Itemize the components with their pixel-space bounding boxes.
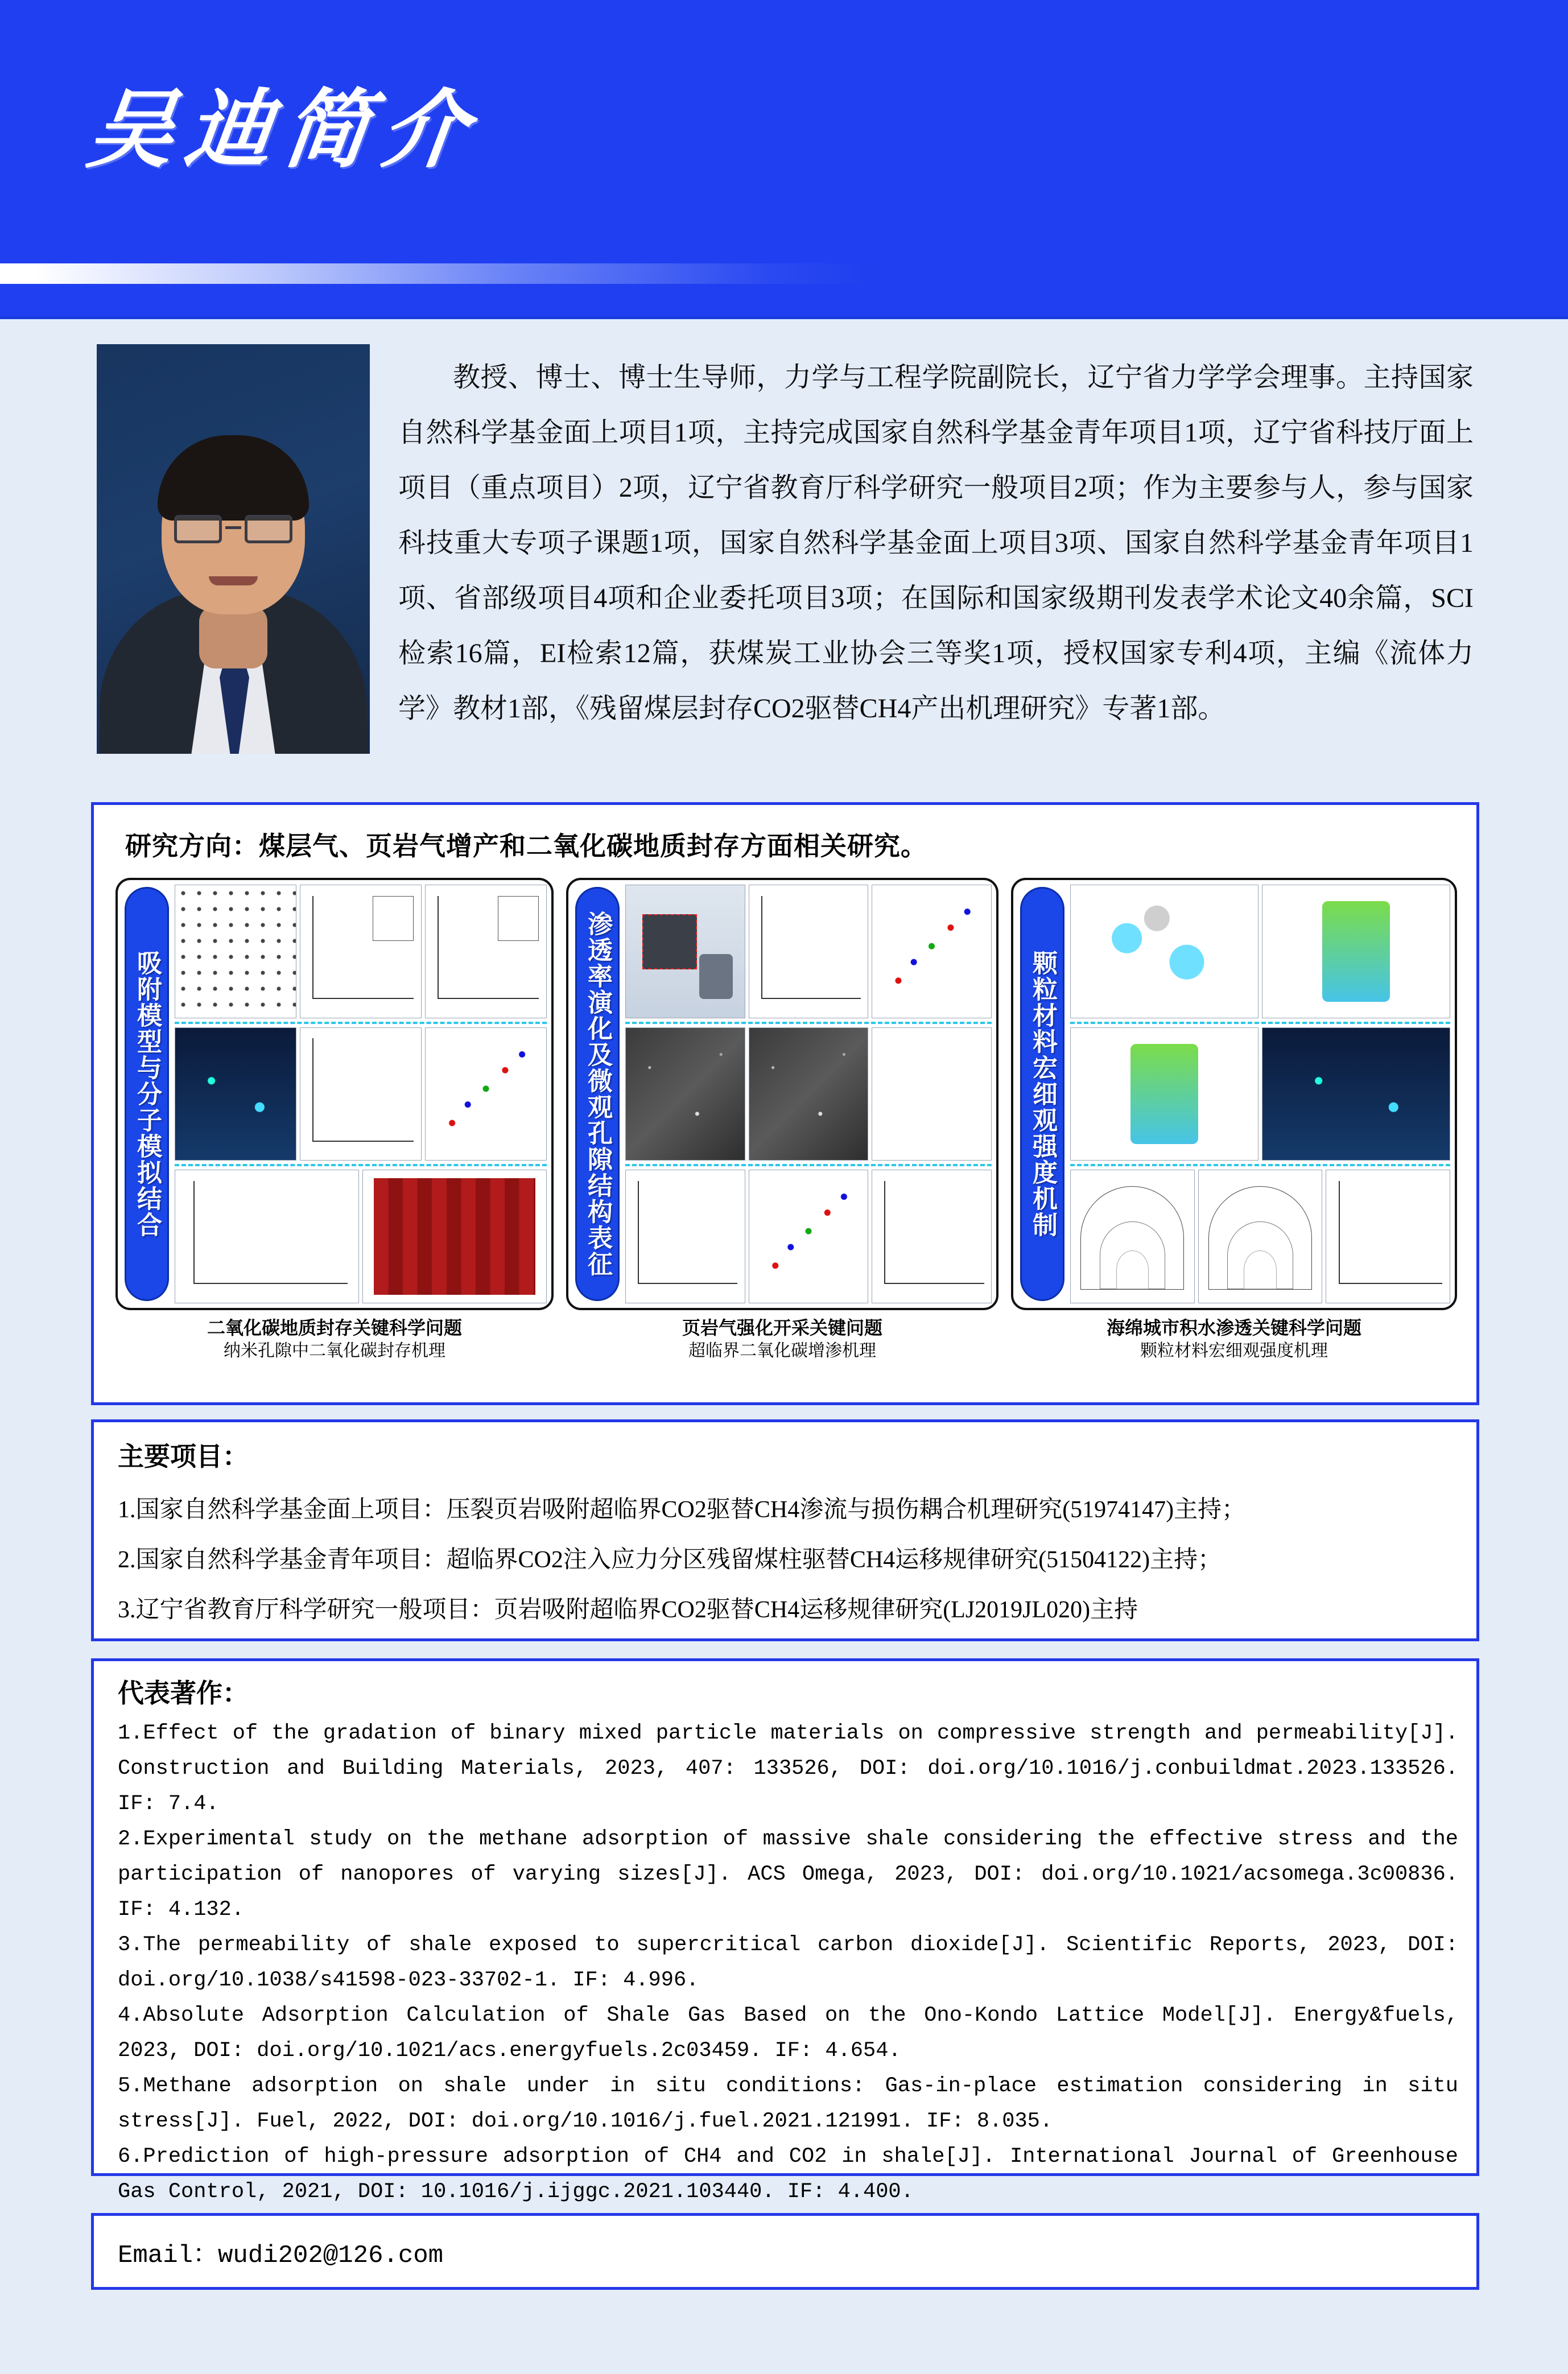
portrait-photo (97, 344, 370, 754)
figure-polar-strength-plot (1070, 1170, 1195, 1303)
research-directions-box (91, 802, 1479, 1405)
figure-log-log-fit (749, 1170, 869, 1303)
caption-secondary: 纳米孔隙中二氧化碳封存机理 (224, 1341, 445, 1360)
research-panels (115, 878, 1458, 1310)
publication-item: 5.Methane adsorption on shale under in situ conditions: Gas-in-place estimation considering in situ stress[J]. Fuel, 2022, DOI: doi.org/10.1016/j.fuel.2021.121991. IF: 8.035. (118, 2074, 1458, 2133)
research-panel-2 (566, 878, 998, 1310)
research-panel-captions (115, 1316, 1458, 1363)
project-item: 1.国家自然科学基金面上项目：压裂页岩吸附超临界CO2驱替CH4渗流与损伤耦合机理研究(51974147)主持； (118, 1497, 1246, 1523)
figure-row (1070, 1022, 1450, 1161)
figure-row (625, 1164, 992, 1303)
publication-item: 4.Absolute Adsorption Calculation of Shale Gas Based on the Ono-Kondo Lattice Model[J]. Energy&fuels, 2023, DOI: doi.org/10.1021/acs.energyfuels.2c03459. IF: 4.654. (118, 2004, 1458, 2063)
figure-crack-distribution (1262, 1027, 1450, 1161)
banner-bottom-line (0, 316, 1568, 319)
figure-element-stacked-bars (872, 1027, 992, 1161)
figure-row (1070, 885, 1450, 1018)
portrait-mouth (209, 576, 258, 585)
caption-secondary: 颗粒材料宏细观强度机理 (1140, 1341, 1328, 1360)
figure-fitted-line (872, 885, 992, 1018)
project-item: 2.国家自然科学基金青年项目：超临界CO2注入应力分区残留煤柱驱替CH4运移规律研究(51504122)主持； (118, 1547, 1222, 1573)
figure-molecular-simulation-box (175, 1027, 296, 1161)
figure-row (625, 1022, 992, 1161)
bio-section (0, 321, 1568, 788)
figure-row (1070, 1164, 1450, 1303)
figure-sem-untreated (625, 1027, 745, 1161)
contact-email-box (91, 2213, 1479, 2290)
figure-row (175, 885, 547, 1018)
figure-permeability-injection-pressure (625, 1170, 745, 1303)
figure-heatmap-matrix (362, 1170, 547, 1303)
figure-row (175, 1022, 547, 1161)
banner-gradient-rule (0, 263, 876, 284)
research-panel-3 (1011, 878, 1457, 1310)
figure-strength-fitting-curve (1326, 1170, 1450, 1303)
glasses-right-lens-icon (245, 515, 292, 543)
figure-failure-pattern-comparison (1262, 885, 1450, 1018)
projects-title: 主要项目： (118, 1442, 249, 1471)
research-panel-1-label: 吸附模型与分子模拟结合 (125, 887, 169, 1301)
figure-gas-storage-depth (175, 1170, 359, 1303)
publications-box (91, 1658, 1479, 2204)
figure-density-correlation (425, 1027, 547, 1161)
bio-paragraph: 教授、博士、博士生导师，力学与工程学院副院长，辽宁省力学学会理事。主持国家自然科学基金面上项目1项，主持完成国家自然科学基金青年项目1项，辽宁省科技厅面上项目（重点项目）2项，辽宁省教育厅科学研究一般项目2项；作为主要参与人，参与国家科技重大专项子课题1项，国家自然科学基金面上项目3项、国家自然科学基金青年项目1项、省部级项目4项和企业委托项目3项；在国际和国家级期刊发表学术论文40余篇，SCI检索16篇，EI检索12篇，获煤炭工业协会三等奖1项，授权国家专利4项，主编《流体力学》教材1部，《残留煤层封存CO2驱替CH4产出机理研究》专著1部。 (398, 362, 1474, 724)
portrait-hair (158, 435, 309, 521)
caption-primary: 页岩气强化开采关键问题 (682, 1318, 882, 1338)
main-projects-box (91, 1419, 1479, 1641)
figure-density-profile (300, 1027, 422, 1161)
research-title: 研究方向：煤层气、页岩气增产和二氧化碳地质封存方面相关研究。 (125, 832, 927, 861)
caption-primary: 海绵城市积水渗透关键科学问题 (1106, 1318, 1361, 1338)
figure-particle-contact-model (1070, 885, 1258, 1018)
project-item: 3.辽宁省教育厅科学研究一般项目：页岩吸附超临界CO2驱替CH4运移规律研究(LJ2019JL020)主持 (118, 1597, 1138, 1623)
research-panel-2-label: 渗透率演化及微观孔隙结构表征 (575, 887, 620, 1301)
research-panel-3-label: 颗粒材料宏细观强度机制 (1020, 887, 1064, 1301)
caption-secondary: 超临界二氧化碳增渗机理 (688, 1341, 876, 1360)
figure-dem-loading-stages (1070, 1027, 1258, 1161)
header-banner (0, 0, 1568, 319)
publications-title: 代表著作： (118, 1679, 249, 1708)
figure-permeability-3d (749, 885, 869, 1018)
publication-item: 6.Prediction of high-pressure adsorption of CH4 and CO2 in shale[J]. International Journal of Greenhouse Gas Control, 2021, DOI: 10.1016/j.ijggc.2021.103440. IF: 4.400. (118, 2145, 1458, 2204)
figure-row (625, 885, 992, 1018)
page-title: 吴迪简介 (82, 84, 486, 178)
research-caption-3 (1011, 1316, 1457, 1363)
research-panel-2-figures (624, 880, 996, 1308)
glasses-bridge-icon (225, 526, 241, 529)
projects-list (118, 1485, 1449, 1635)
portrait-neck (199, 606, 267, 668)
glasses-left-lens-icon (174, 515, 222, 543)
figure-adsorption-curve-co2 (425, 885, 547, 1018)
publications-list (118, 1716, 1458, 2210)
figure-row (175, 1164, 547, 1303)
publication-item: 2.Experimental study on the methane adsorption of massive shale considering the effective stress and the participation of nanopores of varying sizes[J]. ACS Omega, 2023, DOI: doi.org/10.1021/acsomega.3c00836. IF: 4.132. (118, 1827, 1458, 1922)
figure-adsorption-curve-ch4 (300, 885, 422, 1018)
research-panel-1-figures (174, 880, 551, 1308)
research-panel-3-figures (1069, 880, 1455, 1308)
research-caption-2 (566, 1316, 998, 1363)
figure-experimental-apparatus (625, 885, 745, 1018)
publication-item: 1.Effect of the gradation of binary mixed particle materials on compressive strength and permeability[J]. Construction and Building Materials, 2023, 407: 133526, DOI: doi.org/10.1016/j.conbuildmat.2023.133526. IF: 7.4. (118, 1721, 1458, 1816)
figure-lattice-schematic (175, 885, 296, 1018)
figure-sem-treated (749, 1027, 869, 1161)
research-caption-1 (115, 1316, 554, 1363)
email-address[interactable]: Email：wudi202@126.com (118, 2241, 444, 2270)
figure-relative-solubility (872, 1170, 992, 1303)
publication-item: 3.The permeability of shale exposed to supercritical carbon dioxide[J]. Scientific Reports, 2023, DOI: doi.org/10.1038/s41598-023-33702-1. IF: 4.996. (118, 1933, 1458, 1992)
research-panel-1 (115, 878, 554, 1310)
figure-polar-strength-plot-2 (1198, 1170, 1323, 1303)
caption-primary: 二氧化碳地质封存关键科学问题 (207, 1318, 462, 1338)
